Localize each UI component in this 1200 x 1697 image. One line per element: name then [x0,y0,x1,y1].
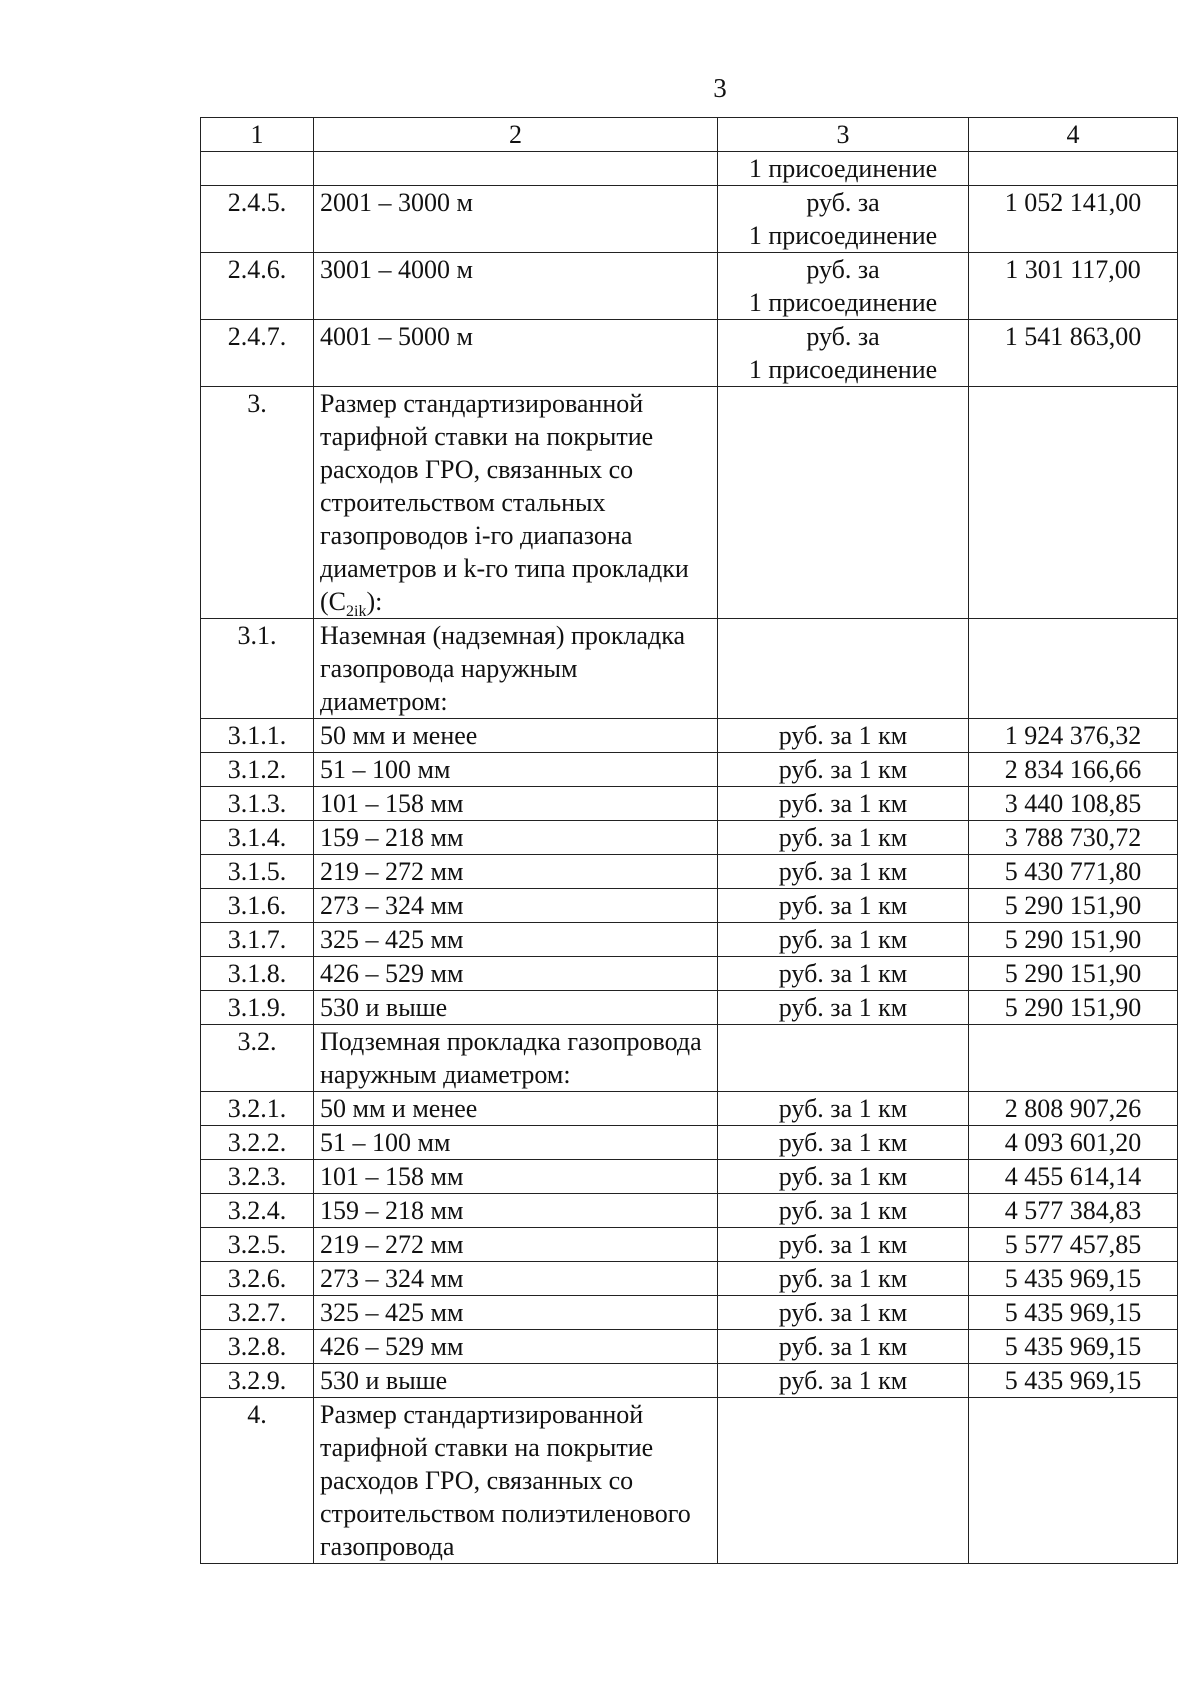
row-unit: руб. за 1 км [718,1092,969,1126]
table-row [201,1025,1178,1092]
tariff-table [200,117,1178,1564]
table-row [201,1262,1178,1296]
row-name: 159 – 218 мм [314,1194,718,1228]
row-value [969,619,1178,719]
row-name: 2001 – 3000 м [314,186,718,253]
row-number: 2.4.6. [201,253,314,320]
row-unit: руб. за 1 км [718,821,969,855]
row-unit: руб. за 1 км [718,787,969,821]
row-name: 273 – 324 мм [314,1262,718,1296]
row-value: 3 788 730,72 [969,821,1178,855]
row-unit: руб. за 1 км [718,1126,969,1160]
table-row [201,991,1178,1025]
table-row [201,957,1178,991]
row-number: 3.2.8. [201,1330,314,1364]
row-unit: руб. за 1 км [718,923,969,957]
row-value: 1 052 141,00 [969,186,1178,253]
row-unit: 1 присоединение [718,152,969,186]
row-name: 426 – 529 мм [314,957,718,991]
row-value [969,1025,1178,1092]
table-row [201,923,1178,957]
row-name: Подземная прокладка газопровода наружным диаметром: [314,1025,718,1092]
row-number: 3.1.2. [201,753,314,787]
row-value: 1 541 863,00 [969,320,1178,387]
row-value: 5 290 151,90 [969,957,1178,991]
table-row [201,1126,1178,1160]
table-row [201,787,1178,821]
row-unit [718,387,969,619]
row-name: 426 – 529 мм [314,1330,718,1364]
row-number: 3.1.5. [201,855,314,889]
table-header [201,118,1178,152]
table-row [201,1364,1178,1398]
row-name: Наземная (надземная) прокладка газопровода наружным диаметром: [314,619,718,719]
table-row [201,152,1178,186]
row-value [969,152,1178,186]
row-name: 3001 – 4000 м [314,253,718,320]
row-number: 4. [201,1398,314,1564]
row-name: 101 – 158 мм [314,1160,718,1194]
row-name: 219 – 272 мм [314,855,718,889]
row-name [314,152,718,186]
row-number: 3.2.9. [201,1364,314,1398]
row-number: 2.4.7. [201,320,314,387]
row-value: 1 924 376,32 [969,719,1178,753]
row-value: 5 290 151,90 [969,923,1178,957]
row-number: 3.1.4. [201,821,314,855]
row-number: 3.1.3. [201,787,314,821]
row-name: 159 – 218 мм [314,821,718,855]
row-number: 2.4.5. [201,186,314,253]
table-body [201,152,1178,1564]
row-value: 4 093 601,20 [969,1126,1178,1160]
row-unit: руб. за 1 присоединение [718,186,969,253]
row-value: 5 430 771,80 [969,855,1178,889]
table-row [201,821,1178,855]
table-row [201,855,1178,889]
table-row [201,320,1178,387]
row-number: 3.2.5. [201,1228,314,1262]
row-unit: руб. за 1 км [718,957,969,991]
row-number: 3.1.6. [201,889,314,923]
row-name: 530 и выше [314,991,718,1025]
row-unit: руб. за 1 км [718,753,969,787]
header-row [201,118,1178,152]
table-row [201,719,1178,753]
table-row [201,1330,1178,1364]
row-unit: руб. за 1 км [718,1296,969,1330]
row-number: 3. [201,387,314,619]
row-name: 50 мм и менее [314,719,718,753]
row-number: 3.1.1. [201,719,314,753]
table-row [201,186,1178,253]
row-value: 5 290 151,90 [969,991,1178,1025]
row-unit: руб. за 1 присоединение [718,253,969,320]
table-row [201,387,1178,619]
row-name: 101 – 158 мм [314,787,718,821]
row-name: 219 – 272 мм [314,1228,718,1262]
row-number: 3.2.3. [201,1160,314,1194]
row-number: 3.1.7. [201,923,314,957]
row-unit: руб. за 1 км [718,1330,969,1364]
row-number: 3.1.8. [201,957,314,991]
row-unit: руб. за 1 км [718,889,969,923]
row-name: 530 и выше [314,1364,718,1398]
table-row [201,889,1178,923]
row-unit [718,1025,969,1092]
row-value: 5 435 969,15 [969,1296,1178,1330]
row-name-subscript: 2ik [346,603,367,621]
row-number: 3.2.7. [201,1296,314,1330]
page-number: 3 [713,73,727,103]
row-unit: руб. за 1 км [718,991,969,1025]
row-value: 4 455 614,14 [969,1160,1178,1194]
row-value: 2 834 166,66 [969,753,1178,787]
row-name: 4001 – 5000 м [314,320,718,387]
row-number: 3.1.9. [201,991,314,1025]
table-row [201,753,1178,787]
table-row [201,1092,1178,1126]
row-unit: руб. за 1 км [718,1364,969,1398]
row-name: 325 – 425 мм [314,923,718,957]
header-col-2: 2 [314,118,718,152]
row-unit: руб. за 1 км [718,1160,969,1194]
table-row [201,1228,1178,1262]
row-unit: руб. за 1 присоединение [718,320,969,387]
row-unit: руб. за 1 км [718,855,969,889]
row-number: 3.1. [201,619,314,719]
header-col-4: 4 [969,118,1178,152]
table-row [201,1296,1178,1330]
row-value: 5 435 969,15 [969,1364,1178,1398]
row-unit: руб. за 1 км [718,1228,969,1262]
row-unit: руб. за 1 км [718,1262,969,1296]
row-value: 5 577 457,85 [969,1228,1178,1262]
row-unit: руб. за 1 км [718,1194,969,1228]
table-row [201,1398,1178,1564]
table-row [201,1160,1178,1194]
row-unit: руб. за 1 км [718,719,969,753]
row-name: 273 – 324 мм [314,889,718,923]
row-name-suffix: ): [366,587,383,616]
header-col-1: 1 [201,118,314,152]
row-number: 3.2.6. [201,1262,314,1296]
row-name-text: Размер стандартизированной тарифной ставки на покрытие расходов ГРО, связанных со строительством стальных газопроводов i-го диапазона диаметров и k-го типа прокладки (C [320,389,689,616]
row-name: 51 – 100 мм [314,1126,718,1160]
table-row [201,619,1178,719]
row-value: 3 440 108,85 [969,787,1178,821]
row-name: Размер стандартизированной тарифной ставки на покрытие расходов ГРО, связанных со строительством полиэтиленового газопровода [314,1398,718,1564]
row-number: 3.2.1. [201,1092,314,1126]
row-number: 3.2. [201,1025,314,1092]
row-number: 3.2.4. [201,1194,314,1228]
row-value [969,1398,1178,1564]
row-unit [718,619,969,719]
row-unit [718,1398,969,1564]
row-value: 2 808 907,26 [969,1092,1178,1126]
table-row [201,1194,1178,1228]
row-value: 5 435 969,15 [969,1330,1178,1364]
row-name [314,387,718,619]
row-name: 325 – 425 мм [314,1296,718,1330]
row-value: 4 577 384,83 [969,1194,1178,1228]
row-number: 3.2.2. [201,1126,314,1160]
row-value: 5 435 969,15 [969,1262,1178,1296]
row-value [969,387,1178,619]
row-value: 1 301 117,00 [969,253,1178,320]
header-col-3: 3 [718,118,969,152]
row-name: 51 – 100 мм [314,753,718,787]
table-row [201,253,1178,320]
row-value: 5 290 151,90 [969,889,1178,923]
row-name: 50 мм и менее [314,1092,718,1126]
row-number [201,152,314,186]
